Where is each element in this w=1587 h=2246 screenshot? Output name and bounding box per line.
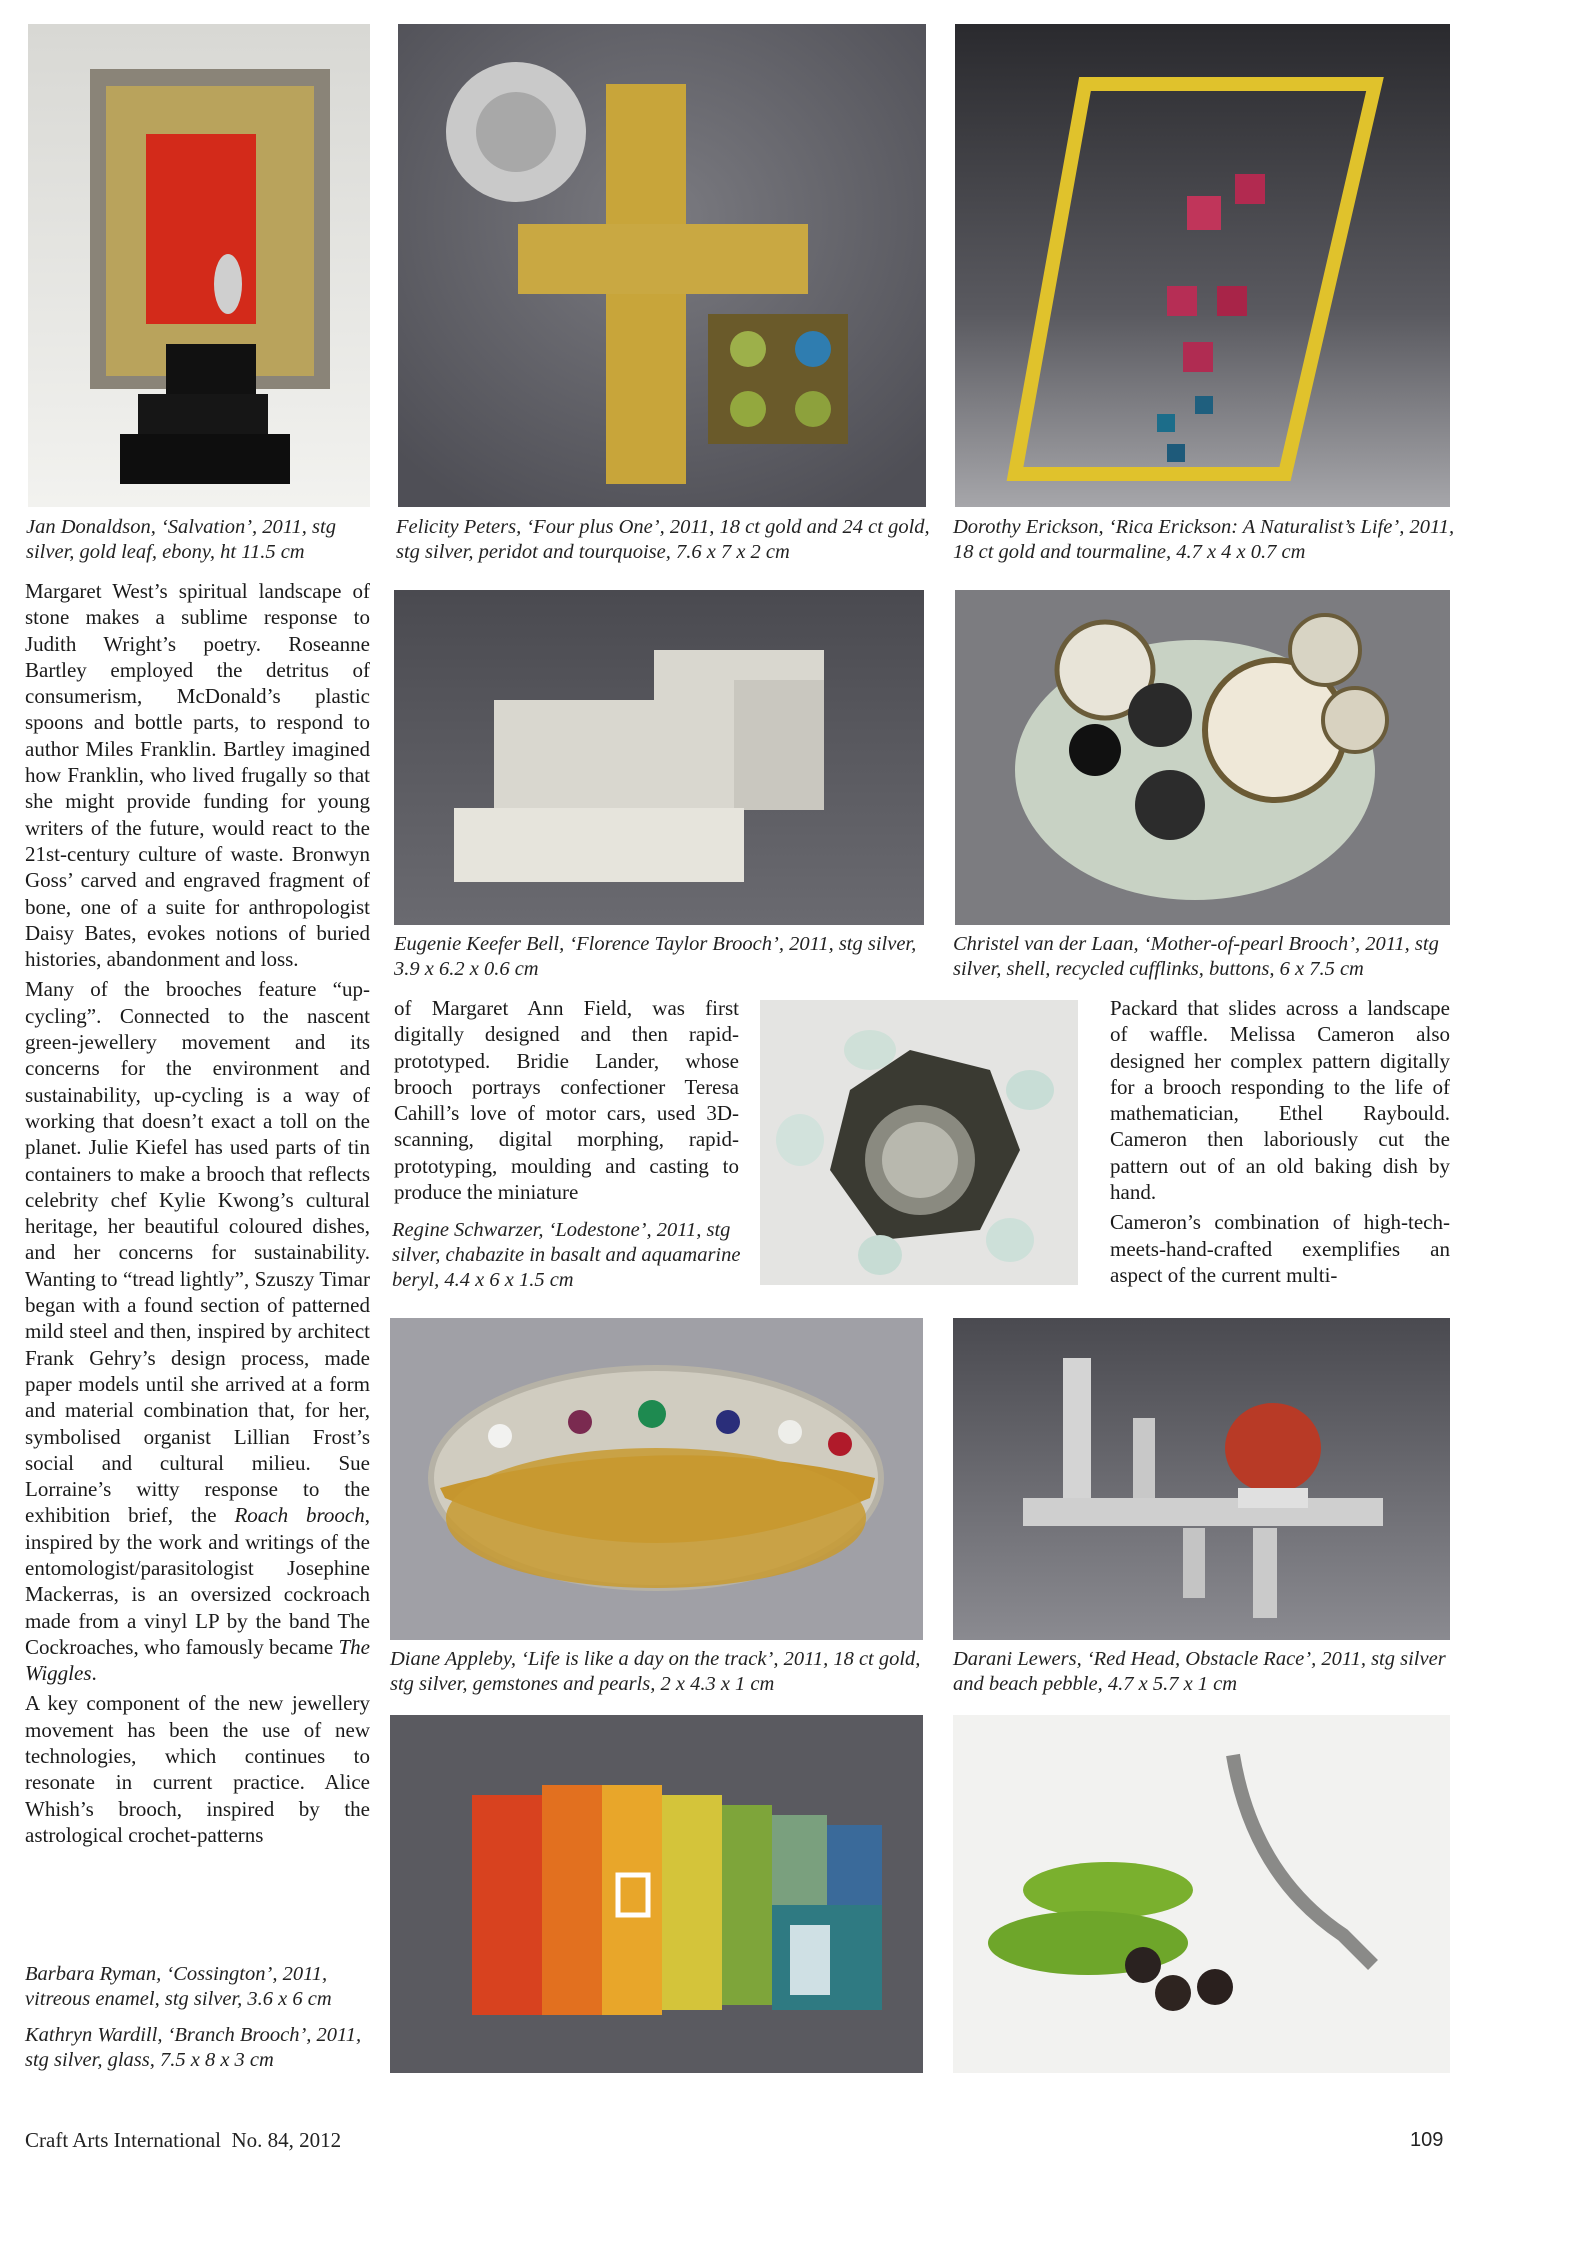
body-column-right	[1110, 995, 1450, 1292]
caption-peters: Felicity Peters, ‘Four plus One’, 2011, 18 ct gold and 24 ct gold, stg silver, peridot and tourquoise, 7.6 x 7 x 2 cm	[396, 516, 930, 563]
footer-publication: Craft Arts International No. 84, 2012	[25, 2128, 342, 2152]
caption-lewers: Darani Lewers, ‘Red Head, Obstacle Race’, 2011, stg silver and beach pebble, 4.7 x 5.7 x 1 cm	[953, 1648, 1446, 1695]
photo-vanderlaan-mother-of-pearl	[955, 590, 1450, 925]
body-paragraph: Packard that slides across a landscape of waffle. Melissa Cameron also designed her complex pattern digitally for a brooch responding to the life of mathematician, Ethel Raybould. Cameron then laboriously cut the pattern out of an old baking dish by hand.	[1110, 996, 1450, 1205]
body-paragraph: Cameron’s combination of high-tech-meets-hand-crafted exemplifies an aspect of the current multi-	[1110, 1210, 1450, 1287]
photo-bell-florence-taylor	[394, 590, 924, 925]
caption-appleby: Diane Appleby, ‘Life is like a day on the track’, 2011, 18 ct gold, stg silver, gemstones and pearls, 2 x 4.3 x 1 cm	[390, 1648, 921, 1695]
caption-ryman: Barbara Ryman, ‘Cossington’, 2011, vitreous enamel, stg silver, 3.6 x 6 cm	[25, 1963, 332, 2010]
photo-schwarzer-lodestone	[760, 1000, 1078, 1285]
body-paragraph: Many of the brooches feature “up-cycling”. Connected to the nascent green-jewellery movement and its concerns for the environment and sustainability, up-cycling is a way of working that doesn’t exact a toll on the planet. Julie Kiefel has used parts of tin containers to make a brooch that reflects celebrity chef Kylie Kwong’s cultural heritage, her beautiful coloured dishes, and her concerns for sustainability. Wanting to “tread lightly”, Szuszy Timar began with a found section of patterned mild steel and then, inspired by architect Frank Gehry’s design process, made paper models until she arrived at a form and material combination that, for her, symbolised organist Lillian Frost’s social and cultural milieu. Sue Lorraine’s witty response to the exhibition brief, the Roach brooch, inspired by the work and writings of the entomologist/parasitologist Josephine Mackerras, is an oversized cockroach made from a vinyl LP by the band The Cockroaches, who famously became The Wiggles.	[25, 977, 370, 1686]
body-column-middle	[394, 995, 739, 1209]
photo-wardill-branch	[953, 1715, 1450, 2073]
caption-schwarzer: Regine Schwarzer, ‘Lodestone’, 2011, stg silver, chabazite in basalt and aquamarine beryl, 4.4 x 6 x 1.5 cm	[392, 1219, 741, 1291]
body-column-left	[25, 578, 370, 1852]
caption-donaldson: Jan Donaldson, ‘Salvation’, 2011, stg silver, gold leaf, ebony, ht 11.5 cm	[26, 516, 336, 563]
caption-wardill: Kathryn Wardill, ‘Branch Brooch’, 2011, stg silver, glass, 7.5 x 8 x 3 cm	[25, 2024, 362, 2071]
photo-peters-four-plus-one	[398, 24, 926, 507]
caption-bell: Eugenie Keefer Bell, ‘Florence Taylor Brooch’, 2011, stg silver, 3.9 x 6.2 x 0.6 cm	[394, 933, 917, 980]
body-paragraph: A key component of the new jewellery movement has been the use of new technologies, which continues to resonate in current practice. Alice Whish’s brooch, inspired by the astrological crochet-patterns	[25, 1691, 370, 1847]
body-paragraph: Margaret West’s spiritual landscape of stone makes a sublime response to Judith Wright’s poetry. Roseanne Bartley employed the detritus of consumerism, McDonald’s plastic spoons and bottle parts, to respond to author Miles Franklin. Bartley imagined how Franklin, who lived frugally so that she might provide funding for young writers of the future, would react to the 21st-century culture of waste. Bronwyn Goss’ carved and engraved fragment of bone, one of a suite for anthropologist Daisy Bates, evokes notions of buried histories, abandonment and loss.	[25, 579, 370, 972]
photo-appleby-life-track	[390, 1318, 923, 1640]
caption-vanderlaan: Christel van der Laan, ‘Mother-of-pearl Brooch’, 2011, stg silver, shell, recycled cufflinks, buttons, 6 x 7.5 cm	[953, 933, 1439, 980]
caption-erickson: Dorothy Erickson, ‘Rica Erickson: A Naturalist’s Life’, 2011, 18 ct gold and tourmaline, 4.7 x 4 x 0.7 cm	[953, 516, 1455, 563]
body-paragraph: of Margaret Ann Field, was first digitally designed and then rapid-prototyped. Bridie Lander, whose brooch portrays confectioner Teresa Cahill’s love of motor cars, used 3D-scanning, digital morphing, rapid-prototyping, moulding and casting to produce the miniature	[394, 996, 739, 1205]
photo-donaldson-salvation	[28, 24, 370, 507]
photo-erickson-naturalist	[955, 24, 1450, 507]
photo-lewers-red-head	[953, 1318, 1450, 1640]
photo-ryman-cossington	[390, 1715, 923, 2073]
page-number: 109	[1410, 2129, 1444, 2151]
